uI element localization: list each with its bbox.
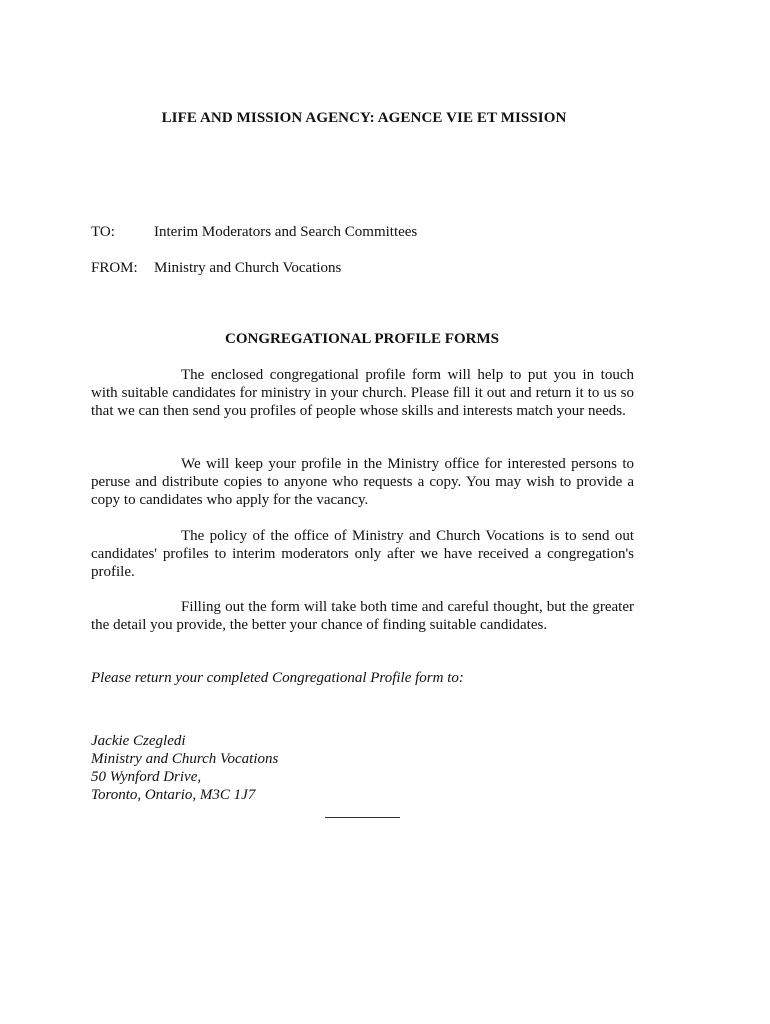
memo-to-label: TO:: [91, 224, 115, 240]
address-name: Jackie Czegledi: [91, 733, 186, 749]
body-paragraph-4: Filling out the form will take both time and careful thought, but the greater the detail you provide, the better your chance of finding suitable candidates.: [91, 599, 634, 633]
memo-from-label: FROM:: [91, 260, 138, 276]
address-city: Toronto, Ontario, M3C 1J7: [91, 787, 256, 803]
body-paragraph-3: The policy of the office of Ministry and Church Vocations is to send out candidates' profiles to interim moderators only after we have received a congregation's profile.: [91, 528, 634, 580]
agency-title: LIFE AND MISSION AGENCY: AGENCE VIE ET MISSION: [161, 110, 567, 126]
body-paragraph-1: The enclosed congregational profile form will help to put you in touch with suitable candidates for ministry in your church. Please fill it out and return it to us so that we can then send you profiles of people whose skills and interests match your needs.: [91, 367, 634, 419]
address-department: Ministry and Church Vocations: [91, 751, 279, 767]
address-street: 50 Wynford Drive,: [91, 769, 202, 785]
divider-line: [325, 817, 400, 818]
body-paragraph-2: We will keep your profile in the Ministry office for interested persons to peruse and distribute copies to anyone who requests a copy. You may wish to provide a copy to candidates who apply for the vacancy.: [91, 456, 634, 508]
memo-from-row: [91, 260, 341, 277]
memo-to-row: [91, 224, 417, 241]
section-title: CONGREGATIONAL PROFILE FORMS: [225, 331, 499, 347]
return-instruction: Please return your completed Congregational Profile form to:: [91, 670, 464, 686]
memo-from-value: Ministry and Church Vocations: [154, 260, 342, 276]
memo-to-value: Interim Moderators and Search Committees: [154, 224, 418, 240]
return-address: [91, 732, 278, 804]
